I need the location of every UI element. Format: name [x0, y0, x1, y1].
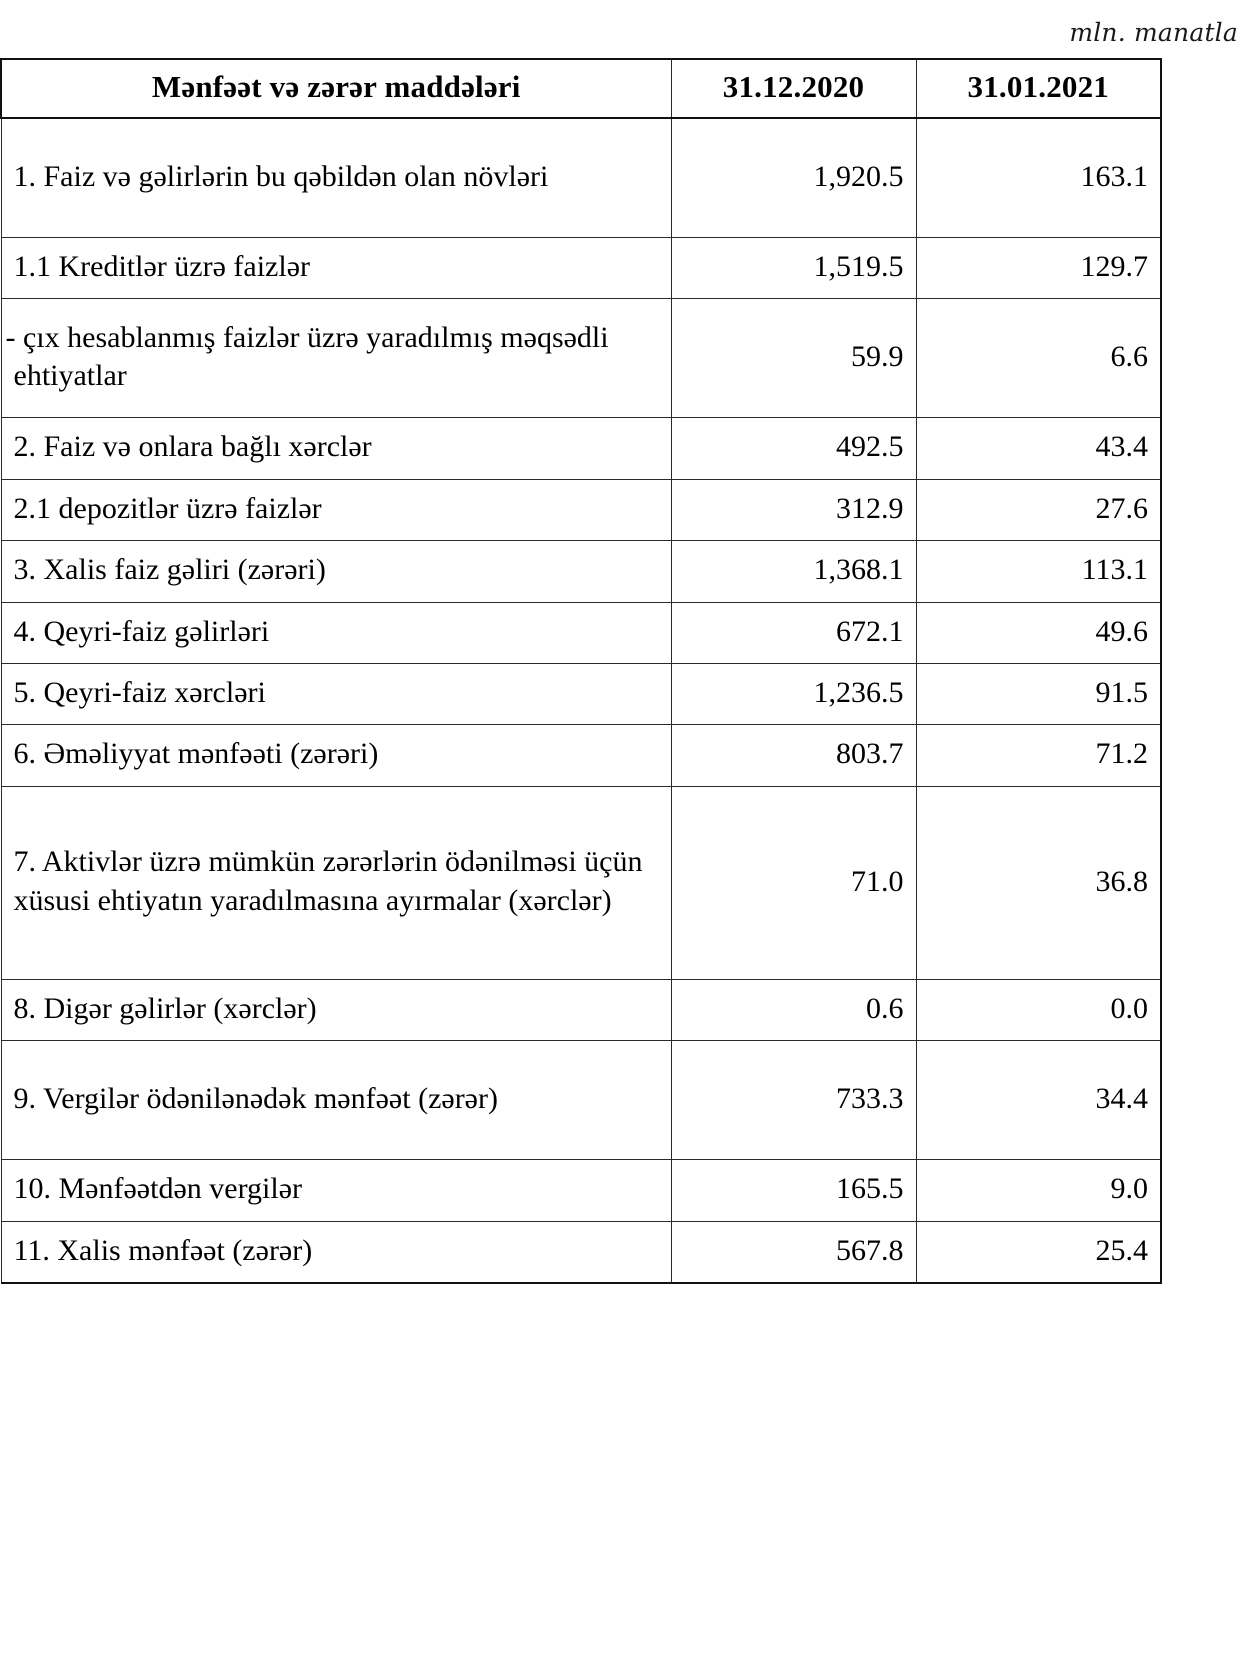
table-header — [1, 59, 1161, 118]
row-label: 4. Qeyri-faiz gəlirləri — [1, 602, 671, 663]
table-row — [1, 299, 1161, 418]
row-value-date-1: 59.9 — [671, 299, 916, 418]
row-value-date-2: 9.0 — [916, 1160, 1161, 1221]
row-value-date-2: 34.4 — [916, 1041, 1161, 1160]
table-row — [1, 541, 1161, 602]
row-value-date-1: 312.9 — [671, 479, 916, 540]
row-value-date-2: 43.4 — [916, 418, 1161, 479]
row-label: 7. Aktivlər üzrə mümkün zərərlərin ödənilməsi üçün xüsusi ehtiyatın yaradılmasına ayırmalar (xərclər) — [1, 786, 671, 979]
row-label: 9. Vergilər ödənilənədək mənfəət (zərər) — [1, 1041, 671, 1160]
row-value-date-1: 803.7 — [671, 725, 916, 786]
row-value-date-2: 129.7 — [916, 238, 1161, 299]
row-label: 5. Qeyri-faiz xərcləri — [1, 663, 671, 724]
row-label: 6. Əməliyyat mənfəəti (zərəri) — [1, 725, 671, 786]
profit-loss-table — [0, 58, 1162, 1284]
row-label: - çıx hesablanmış faizlər üzrə yaradılmış məqsədli ehtiyatlar — [1, 299, 671, 418]
table-row — [1, 663, 1161, 724]
row-label: 3. Xalis faiz gəliri (zərəri) — [1, 541, 671, 602]
column-header-date-2: 31.01.2021 — [916, 59, 1161, 118]
row-value-date-2: 25.4 — [916, 1221, 1161, 1283]
table-row — [1, 479, 1161, 540]
unit-note: mln. manatla — [1069, 18, 1238, 47]
row-value-date-2: 91.5 — [916, 663, 1161, 724]
column-header-date-1: 31.12.2020 — [671, 59, 916, 118]
row-value-date-2: 0.0 — [916, 979, 1161, 1040]
row-value-date-1: 733.3 — [671, 1041, 916, 1160]
row-value-date-1: 1,236.5 — [671, 663, 916, 724]
row-value-date-2: 27.6 — [916, 479, 1161, 540]
row-value-date-1: 567.8 — [671, 1221, 916, 1283]
row-label: 1. Faiz və gəlirlərin bu qəbildən olan növləri — [1, 118, 671, 238]
row-value-date-1: 0.6 — [671, 979, 916, 1040]
table-row — [1, 602, 1161, 663]
row-value-date-1: 71.0 — [671, 786, 916, 979]
table-body — [1, 118, 1161, 1283]
row-label: 2. Faiz və onlara bağlı xərclər — [1, 418, 671, 479]
row-value-date-2: 6.6 — [916, 299, 1161, 418]
row-label: 11. Xalis mənfəət (zərər) — [1, 1221, 671, 1283]
row-value-date-2: 163.1 — [916, 118, 1161, 238]
row-value-date-2: 36.8 — [916, 786, 1161, 979]
row-value-date-1: 1,519.5 — [671, 238, 916, 299]
row-value-date-1: 1,368.1 — [671, 541, 916, 602]
table-row — [1, 1041, 1161, 1160]
table-row — [1, 979, 1161, 1040]
table-row — [1, 786, 1161, 979]
row-label: 8. Digər gəlirlər (xərclər) — [1, 979, 671, 1040]
table-row — [1, 118, 1161, 238]
table-row — [1, 1221, 1161, 1283]
column-header-items: Mənfəət və zərər maddələri — [1, 59, 671, 118]
row-value-date-1: 1,920.5 — [671, 118, 916, 238]
row-label: 2.1 depozitlər üzrə faizlər — [1, 479, 671, 540]
row-value-date-2: 71.2 — [916, 725, 1161, 786]
table-row — [1, 725, 1161, 786]
row-value-date-1: 165.5 — [671, 1160, 916, 1221]
row-label: 1.1 Kreditlər üzrə faizlər — [1, 238, 671, 299]
header-row — [1, 59, 1161, 118]
table-row — [1, 238, 1161, 299]
table-row — [1, 1160, 1161, 1221]
row-value-date-1: 672.1 — [671, 602, 916, 663]
row-label: 10. Mənfəətdən vergilər — [1, 1160, 671, 1221]
row-value-date-2: 113.1 — [916, 541, 1161, 602]
row-value-date-1: 492.5 — [671, 418, 916, 479]
row-value-date-2: 49.6 — [916, 602, 1161, 663]
table-row — [1, 418, 1161, 479]
